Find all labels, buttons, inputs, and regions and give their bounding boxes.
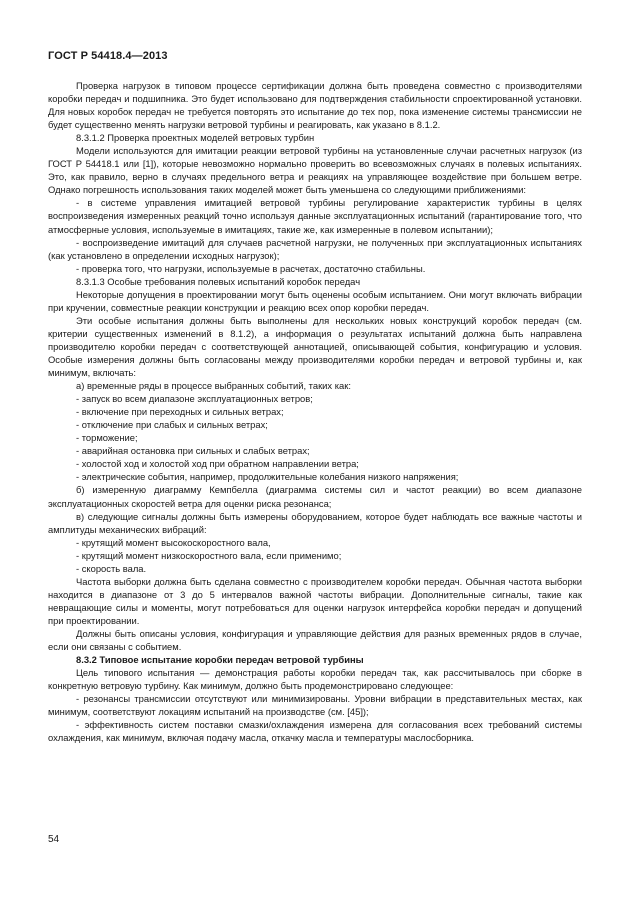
list-item-shaft-speed: - скорость вала. [76,562,147,574]
list-item-switch-off: - отключение при слабых и сильных ветрах; [76,419,268,431]
paragraph-sampling-rate: Частота выборки должна быть сделана совместно с производителем коробки передач. Обычная частота выборки находится в диапазоне от 3 до 5 интервалов важной частоты вибрации. Дополнительные сигналы, такие как невращающие силы и моменты, могут потребоваться для оценки нагрузок интерфейса коробки передач и допущений при проектировании. [48,575,582,626]
list-item-a-time-series: а) временные ряды в процессе выбранных событий, таких как: [76,380,351,392]
list-item-c-signals: в) следующие сигналы должны быть измерены оборудованием, которое будет наблюдать все важные частоты и амплитуды механических вибраций: [48,510,582,535]
page-number: 54 [48,834,60,845]
paragraph-assumptions: Некоторые допущения в проектировании могут быть оценены особым испытанием. Они могут включать вибрации при кручении, совместные реакции конструкции и реакцию всех опор коробки передач. [48,288,582,313]
standard-code-header: ГОСТ Р 54418.4—2013 [48,50,168,62]
list-item-startup: - запуск во всем диапазоне эксплуатационных ветров; [76,393,313,405]
list-item-switch-on: - включение при переходных и сильных ветрах; [76,406,284,418]
list-item-b-campbell: б) измеренную диаграмму Кемпбелла (диаграмма системы сил и частот реакции) во всем диапазоне эксплуатационных скоростей ветра для оценки риска резонанса; [48,484,582,509]
list-item-resonances: - резонансы трансмиссии отсутствуют или минимизированы. Уровни вибрации в представительных местах, как минимум, соответствуют локациям испытаний на производстве (см. [45]); [48,693,582,718]
paragraph-conditions: Должны быть описаны условия, конфигурация и управляющие действия для разных временных рядов в случае, если они связаны с событием. [48,627,582,653]
section-heading-8-3-1-3: 8.3.1.3 Особые требования полевых испытаний коробок передач [76,275,361,287]
paragraph-special-tests: Эти особые испытания должны быть выполнены для нескольких новых конструкций коробок передач (см. критерии существенных изменений в 8.1.2), а информация о результатах испытаний должна быть направлена производителю коробки передач с соответствующей аннотацией, описывающей события, конфигурацию и условия. Особые измерения должны быть согласованы между производителями коробки передач и ветровой турбины и, как минимум, включать: [48,314,582,379]
list-item-check-loads: - проверка того, что нагрузки, используемые в расчетах, достаточно стабильны. [76,262,426,274]
paragraph-type-test-goal: Цель типового испытания — демонстрация работы коробки передач так, как рассчитывалось при сборке в конкретную ветровую турбину. Как минимум, должно быть продемонстрировано следующее: [48,667,582,692]
list-item-idling: - холостой ход и холостой ход при обратном направлении ветра; [76,458,359,470]
list-item-reproduce-simulations: - воспроизведение имитаций для случаев расчетной нагрузки, не полученных при эксплуатационных испытаниях (как установлено в определении исходных нагрузок); [48,236,582,261]
list-item-braking: - торможение; [76,432,138,444]
paragraph-load-verification: Проверка нагрузок в типовом процессе сертификации должна быть проведена совместно с производителями коробки передач и подшипника. Это будет использовано для подтверждения стабильности спроектированной установки. Для новых коробок передач не требуется повторять это испытание до тех пор, пока изменение системы трансмиссии не будет существенно менять нагрузки ветровой турбины и реагировать, как указано в 8.1.2. [48,80,582,131]
list-item-emergency-stop: - аварийная остановка при сильных и слабых ветрах; [76,445,310,457]
section-heading-8-3-2: 8.3.2 Типовое испытание коробки передач ветровой турбины [76,654,364,666]
section-heading-8-3-1-2: 8.3.1.2 Проверка проектных моделей ветровых турбин [76,132,315,144]
list-item-electrical-events: - электрические события, например, продолжительные колебания низкого напряжения; [76,471,459,483]
list-item-control-system: - в системе управления имитацией ветровой турбины регулирование характеристик турбины в целях воспроизведения измеренных реакций точно используя данные эксплуатационных испытаний (гарантирование того, что атмосферные условия, используемые в имитациях, такие же, как измеренные в полевом испытании); [48,197,582,235]
document-body [48,79,582,744]
list-item-hs-torque: - крутящий момент высокоскоростного вала, [76,536,271,548]
paragraph-models: Модели используются для имитации реакции ветровой турбины на установленные случаи расчетных нагрузок (из ГОСТ Р 54418.1 или [1]), которые невозможно нормально проверить во всевозможных случаях в полевых испытаниях. Это, как правило, верно в случаях предельного ветра и реакциях на управляющее воздействие при большем ветре. Однако погрешность использования таких моделей может быть уменьшена со следующими приближениями: [48,145,582,196]
list-item-ls-torque: - крутящий момент низкоскоростного вала, если применимо; [76,549,342,561]
list-item-lubrication: - эффективность систем поставки смазки/охлаждения измерена для согласования всех требований системы охлаждения, как минимум, включая подачу масла, откачку масла и температуры маслосборника. [48,719,582,744]
